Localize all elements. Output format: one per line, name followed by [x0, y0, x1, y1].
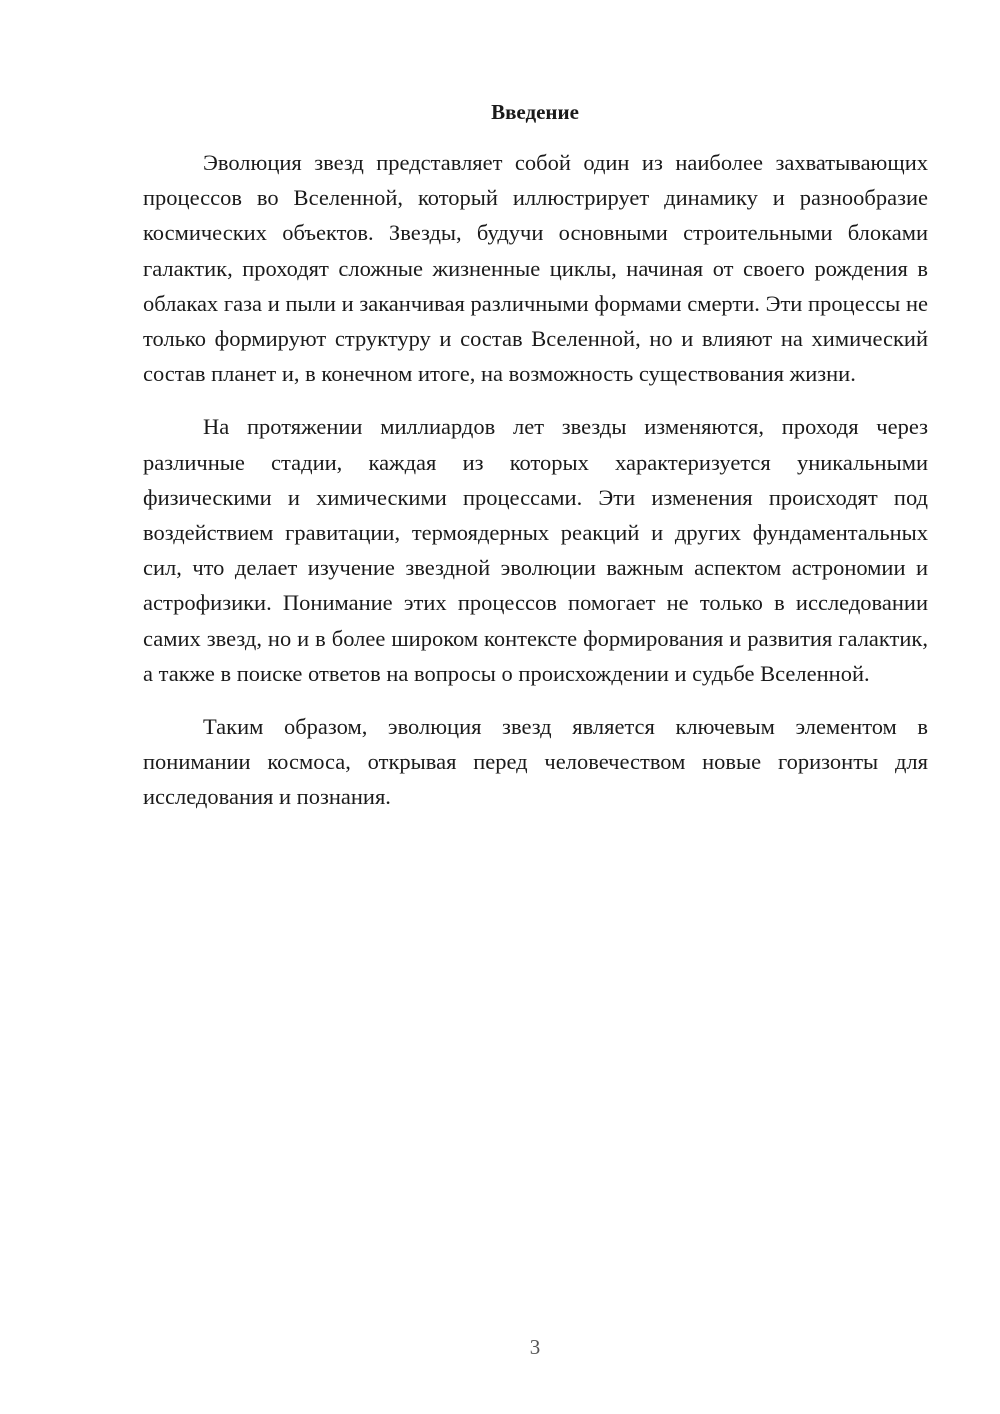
body-text [143, 145, 928, 833]
paragraph: Таким образом, эволюция звезд является ключевым элементом в понимании космоса, открывая перед человечеством новые горизонты для исследования и познания. [143, 714, 928, 810]
paragraph: На протяжении миллиардов лет звезды изменяются, проходя через различные стадии, каждая из которых характеризуется уникальными физическими и химическими процессами. Эти изменения происходят под воздействием гравитации, термоядерных реакций и других фундаментальных сил, что делает изучение звездной эволюции важным аспектом астрономии и астрофизики. Понимание этих процессов помогает не только в исследовании самих звезд, но и в более широком контексте формирования и развития галактик, а также в поиске ответов на вопросы о происхождении и судьбе Вселенной. [143, 414, 928, 686]
page-number: 3 [529, 1335, 541, 1359]
page-title: Введение [491, 100, 579, 124]
paragraph: Эволюция звезд представляет собой один из наиболее захватывающих процессов во Вселенной, который иллюстрирует динамику и разнообразие космических объектов. Звезды, будучи основными строительными блоками галактик, проходят сложные жизненные циклы, начиная от своего рождения в облаках газа и пыли и заканчивая различными формами смерти. Эти процессы не только формируют структуру и состав Вселенной, но и влияют на химический состав планет и, в конечном итоге, на возможность существования жизни. [143, 150, 928, 387]
